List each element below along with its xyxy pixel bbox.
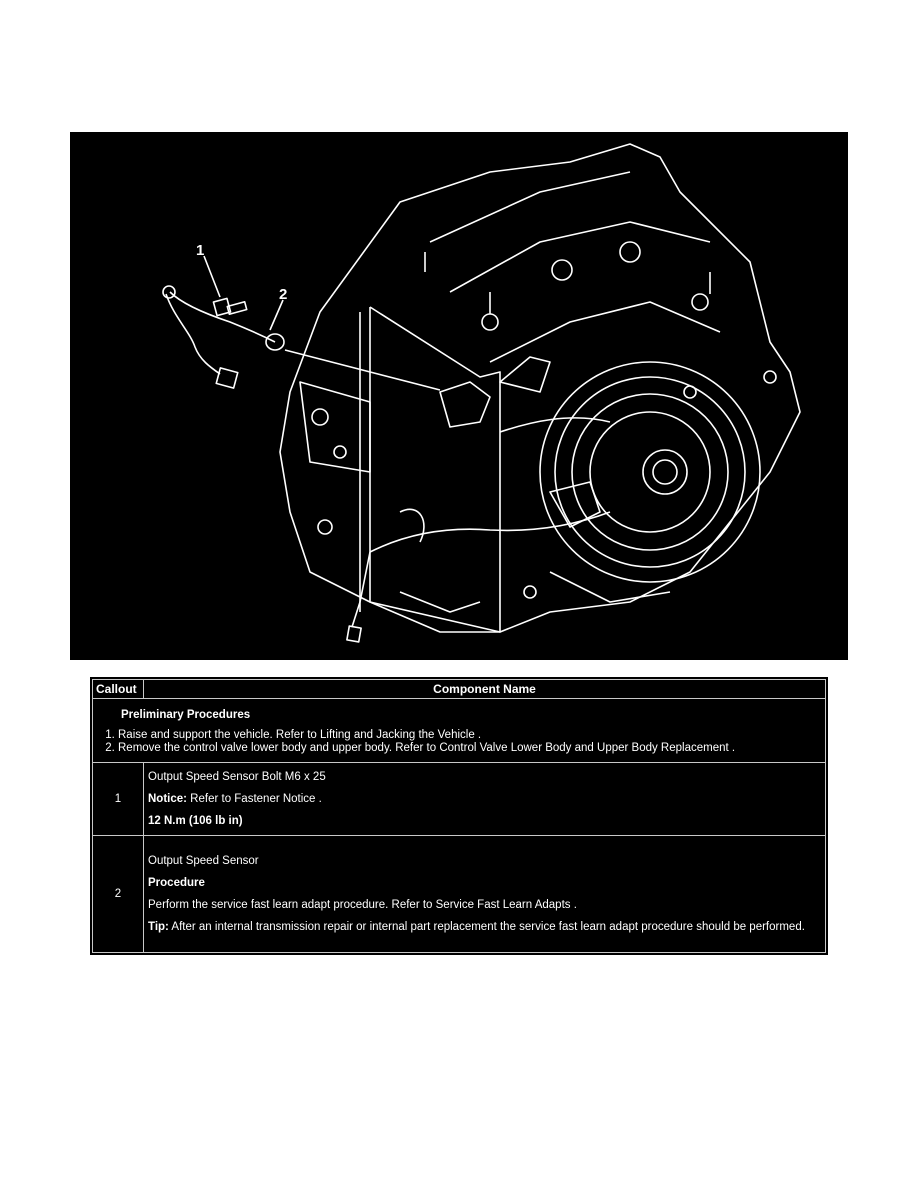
component-name: Output Speed Sensor Bolt M6 x 25	[148, 771, 326, 783]
preliminary-step: 2. Remove the control valve lower body and upper body. Refer to Control Valve Lower Body and Upper Body Replacement .	[118, 742, 820, 754]
component-cell	[144, 836, 826, 953]
table-row	[93, 836, 826, 953]
preliminary-step: 1. Raise and support the vehicle. Refer to Lifting and Jacking the Vehicle .	[118, 729, 820, 741]
tip-label: Tip:	[148, 921, 169, 933]
callout-label-1: 1	[196, 242, 205, 259]
component-table	[89, 676, 829, 956]
callout-number: 2	[93, 836, 144, 953]
table-header-row	[93, 680, 826, 699]
preliminary-procedures	[93, 699, 826, 763]
header-callout: Callout	[93, 680, 144, 699]
preliminary-row	[93, 699, 826, 763]
torque-spec: 12 N.m (106 lb in)	[148, 815, 243, 827]
callout-label-2: 2	[279, 286, 288, 303]
procedure-label: Procedure	[148, 877, 205, 889]
tip	[148, 920, 821, 934]
tip-text: After an internal transmission repair or internal part replacement the service fast learn adapt procedure should be performed.	[168, 921, 805, 933]
table-row	[93, 763, 826, 836]
notice-label: Notice:	[148, 793, 187, 805]
header-component-name: Component Name	[144, 680, 826, 699]
preliminary-title: Preliminary Procedures	[121, 708, 251, 721]
notice-text: Refer to Fastener Notice .	[186, 793, 322, 805]
component-name: Output Speed Sensor	[148, 855, 259, 867]
callout-number: 1	[93, 763, 144, 836]
transaxle-illustration	[70, 132, 848, 660]
notice	[148, 792, 821, 806]
component-cell	[144, 763, 826, 836]
procedure-text: Perform the service fast learn adapt procedure. Refer to Service Fast Learn Adapts .	[148, 899, 577, 911]
transaxle-drawing-icon	[70, 132, 848, 660]
preliminary-steps	[98, 729, 820, 754]
